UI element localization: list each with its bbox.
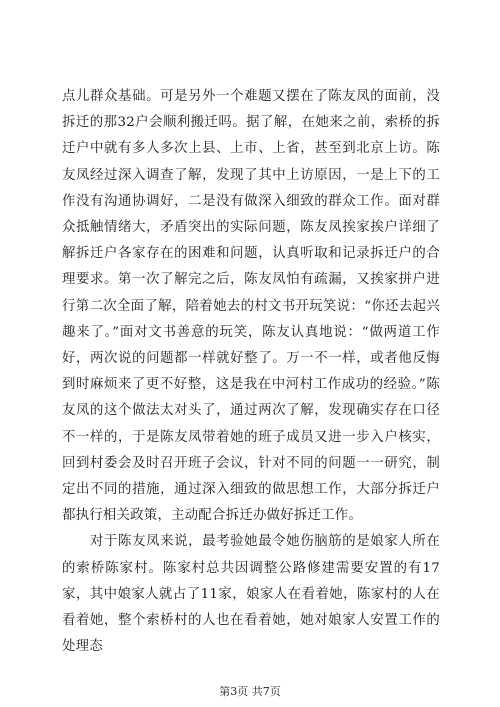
paragraph-2: 对于陈友凤来说，最考验她最令她伤脑筋的是娘家人所在的索桥陈家村。陈家村总共因调整公路修建需要安置的有17家，其中娘家人就占了11家，娘家人在看着她，陈家村的人在看着她，整个索桥村的人也在看着她，她对娘家人安置工作的处理态 (62, 534, 440, 655)
page-footer: 第3页 共7页 (219, 685, 281, 698)
paragraph-1: 点儿群众基础。可是另外一个难题又摆在了陈友凤的面前，没拆迁的那32户会顺利搬迁吗。据了解，在她来之前，索桥的拆迁户中就有多人多次上县、上市、上省，甚至到北京上访。陈友凤经过深入调查了解，发现了其中上访原因，一是上下的工作没有沟通协调好，二是没有做深入细致的群众工作。面对群众抵触情绪大，矛盾突出的实际问题，陈友凤挨家挨户详细了解拆迁户各家存在的困难和问题，认真听取和记录拆迁户的合理要求。第一次了解完之后，陈友凤怕有疏漏，又挨家拼户进行第二次全面了解，陪着她去的村文书开玩笑说：“你还去起兴趣来了。”面对文书善意的玩笑，陈友认真地说：“做两道工作好，两次说的问题都一样就好整了。万一不一样，或者他反悔到时麻烦来了更不好整，这是我在中河村工作成功的经验。”陈友凤的这个做法太对头了，通过两次了解，发现确实存在口径不一样的，于是陈友凤带着她的班子成员又进一步入户核实，回到村委会及时召开班子会议，针对不同的问题一一研究，制定出不同的措施，通过深入细致的做思想工作，大部分拆迁户都执行相关政策，主动配合拆迁办做好拆迁工作。 (62, 89, 440, 524)
document-body (62, 84, 440, 660)
